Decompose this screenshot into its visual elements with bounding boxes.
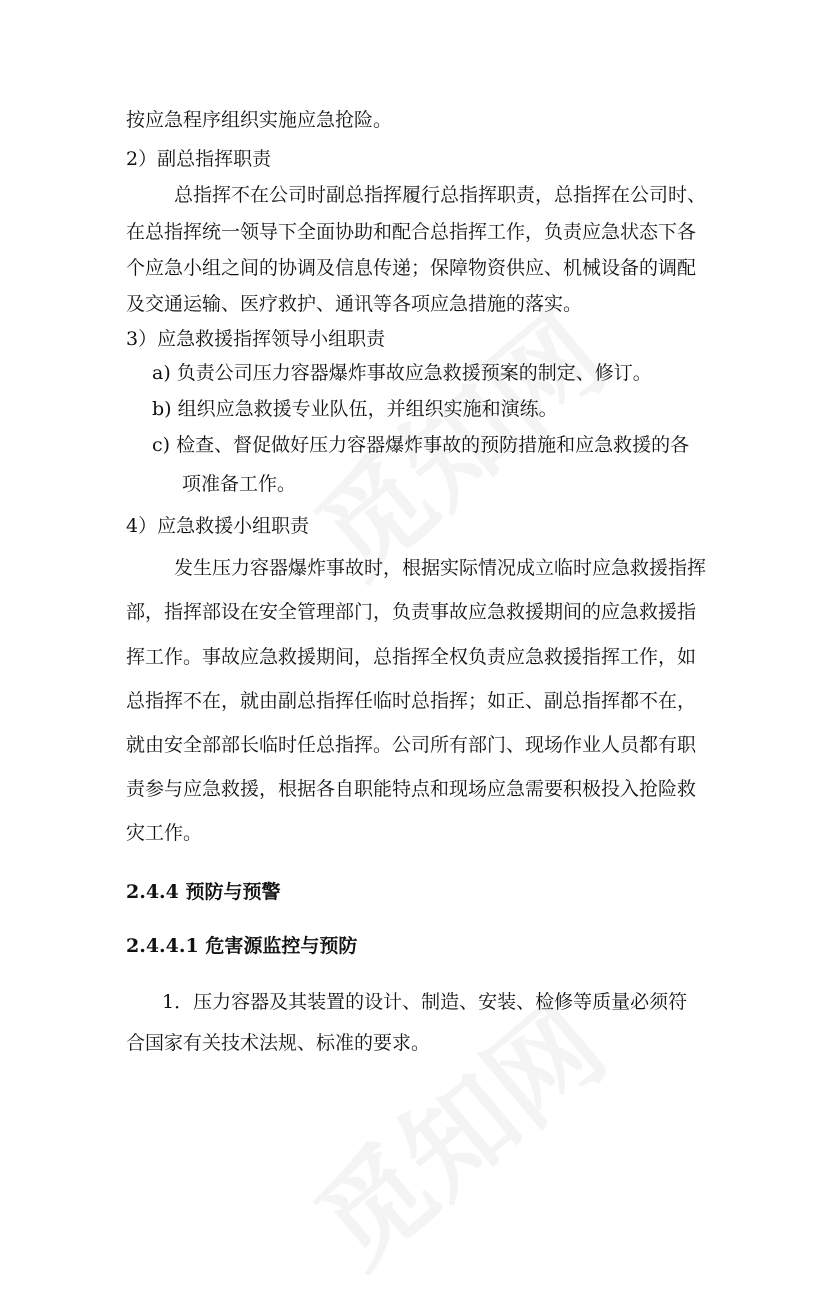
list-heading: 2）副总指挥职责	[126, 148, 272, 170]
subsection-heading: 2.4.4.1 危害源监控与预防	[126, 935, 358, 957]
paragraph-line: 总指挥不在，就由副总指挥任临时总指挥；如正、副总指挥都不在，	[126, 690, 697, 712]
paragraph-line: 灾工作。	[126, 822, 203, 844]
paragraph-line: 部，指挥部设在安全管理部门，负责事故应急救援期间的应急救援指	[126, 601, 697, 623]
paragraph-line: 总指挥不在公司时副总指挥履行总指挥职责，总指挥在公司时、	[174, 184, 707, 206]
paragraph-line: 责参与应急救援，根据各自职能特点和现场应急需要积极投入抢险救	[126, 778, 697, 800]
paragraph-line: 及交通运输、医疗救护、通讯等各项应急措施的落实。	[126, 293, 583, 315]
list-heading: 4）应急救援小组职责	[126, 515, 310, 537]
list-item: c) 检查、督促做好压力容器爆炸事故的预防措施和应急救援的各	[152, 434, 690, 456]
list-item: b) 组织应急救援专业队伍，并组织实施和演练。	[152, 398, 558, 420]
paragraph-line: 就由安全部部长临时任总指挥。公司所有部门、现场作业人员都有职	[126, 734, 697, 756]
paragraph-line: 合国家有关技术法规、标准的要求。	[126, 1032, 431, 1054]
paragraph-line: 1．压力容器及其装置的设计、制造、安装、检修等质量必须符	[162, 991, 688, 1013]
list-item: a) 负责公司压力容器爆炸事故应急救援预案的制定、修订。	[152, 362, 652, 384]
paragraph-line: 发生压力容器爆炸事故时，根据实际情况成立临时应急救援指挥	[174, 557, 707, 579]
text-line: 按应急程序组织实施应急抢险。	[126, 109, 393, 131]
paragraph-line: 在总指挥统一领导下全面协助和配合总指挥工作，负责应急状态下各	[126, 221, 697, 243]
paragraph-line: 挥工作。事故应急救援期间，总指挥全权负责应急救援指挥工作，如	[126, 646, 697, 668]
list-heading: 3）应急救援指挥领导小组职责	[126, 328, 386, 350]
paragraph-line: 个应急小组之间的协调及信息传递；保障物资供应、机械设备的调配	[126, 257, 697, 279]
section-heading: 2.4.4 预防与预警	[126, 881, 281, 903]
list-item-continuation: 项准备工作。	[182, 473, 297, 495]
